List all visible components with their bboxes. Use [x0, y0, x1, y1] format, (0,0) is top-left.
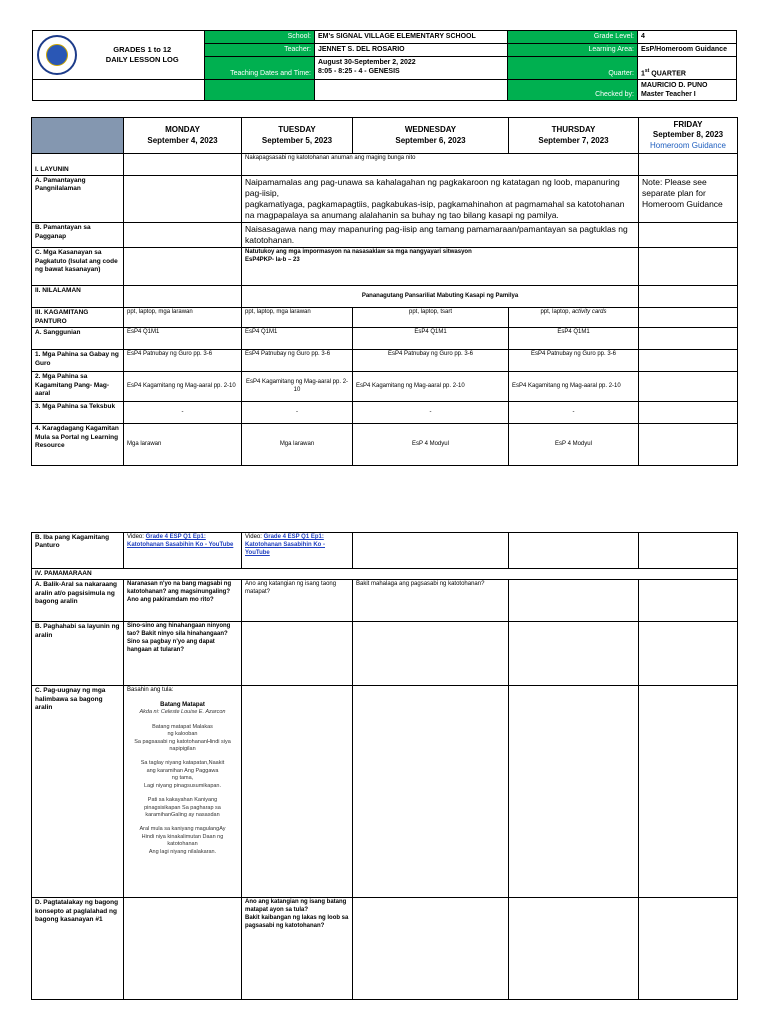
- gabay-monday: EsP4 Patnubay ng Guro pp. 3-6: [124, 350, 242, 372]
- teacher-label: Teacher:: [205, 43, 315, 56]
- row-label-paghahabi: B. Paghahabi sa layunin ng aralin: [32, 622, 124, 686]
- cell-empty: [639, 328, 738, 350]
- video-tuesday: [242, 533, 353, 569]
- log-title-line2: DAILY LESSON LOG: [105, 55, 179, 64]
- cell-empty: [124, 176, 242, 223]
- teksbuk-wednesday: -: [353, 402, 509, 424]
- pamantayan-pagganap-text: Naisasagawa nang may mapanuring pag-iisip ang tamang pamamaraan/pamantayan sa pagtuklas ng katotohanan.: [242, 223, 639, 248]
- sanggunian-tuesday: EsP4 Q1M1: [242, 328, 353, 350]
- kag-mag-aaral-tuesday: EsP4 Kagamitang ng Mag-aaral pp. 2-10: [242, 372, 353, 402]
- day-date: September 6, 2023: [395, 135, 466, 145]
- row-label-kagamitang-mag-aaral: 2. Mga Pahina sa Kagamitang Pang- Mag-aaral: [32, 372, 124, 402]
- gabay-tuesday: EsP4 Patnubay ng Guro pp. 3-6: [242, 350, 353, 372]
- cell-empty: [639, 372, 738, 402]
- poem-block: [127, 701, 238, 856]
- quarter-label: Quarter:: [508, 56, 638, 79]
- header-table: [32, 30, 737, 101]
- paghahabi-monday: Sino-sino ang hinahangaan ninyong tao? Bakit ninyo sila hinahangaan? Sino sa pagbay n'yo ang dapat hangaan at tularan?: [124, 622, 242, 686]
- cell-empty: [242, 686, 353, 898]
- grade-level-value: 4: [638, 31, 737, 44]
- day-date: September 8, 2023: [652, 130, 724, 140]
- day-date: September 7, 2023: [538, 135, 609, 145]
- day-name: MONDAY: [165, 125, 200, 135]
- day-header-monday: [124, 118, 242, 154]
- school-value: EM's SIGNAL VILLAGE ELEMENTARY SCHOOL: [315, 31, 508, 44]
- portal-monday: Mga larawan: [124, 424, 242, 466]
- nilalaman-text: Pananagutang Pansariliat Mabuting Kasapi ng Pamilya: [242, 286, 639, 308]
- header-corner: [32, 118, 124, 154]
- poem-intro: Basahin ang tula:: [127, 687, 174, 694]
- log-title-line1: GRADES 1 to 12: [113, 45, 172, 55]
- day-header-friday: [639, 118, 738, 154]
- cell-empty: [639, 248, 738, 286]
- row-label-balik-aral: A. Balik-Aral sa nakaraang aralin at/o pagsisimula ng bagong aralin: [32, 580, 124, 622]
- grade-level-label: Grade Level:: [508, 31, 638, 44]
- quarter-text: QUARTER: [649, 69, 686, 77]
- row-label-pamantayang-pangnilalaman: A. Pamantayang Pangnilalaman: [32, 176, 124, 223]
- log-title: [81, 31, 205, 80]
- row-label-teksbuk: 3. Mga Pahina sa Teksbuk: [32, 402, 124, 424]
- balik-aral-wednesday: Bakit mahalaga ang pagsasabi ng katotohanan?: [353, 580, 509, 622]
- kagamitang-wednesday: ppt, laptop, tsart: [353, 308, 509, 328]
- day-date: September 4, 2023: [147, 135, 218, 145]
- poem-title: Batang Matapat: [160, 702, 205, 709]
- video-prefix: Video:: [245, 534, 264, 540]
- cell-empty: [509, 622, 639, 686]
- day-header-tuesday: [242, 118, 353, 154]
- pamantayang-pangnilalaman-text: Naipamamalas ang pag-unawa sa kahalagahan ng pagkakaroon ng katatagan ng loob, mapanuring pag-iisip, pagkamatiyaga, pagkamapagtiis, pagkabukas-isip, pagkamahinahon at pagmamahal sa katotohanan na magpapalaya sa anumang alalahanin sa buhay ng tao bilang kasapi ng pamilya.: [242, 176, 639, 223]
- day-header-wednesday: [353, 118, 509, 154]
- kag-mag-aaral-wednesday: EsP4 Kagamitang ng Mag-aaral pp. 2-10: [353, 372, 509, 402]
- cell-empty: [639, 622, 738, 686]
- cell-empty: [639, 402, 738, 424]
- balik-aral-tuesday: Ano ang katangian ng isang taong matapat?: [242, 580, 353, 622]
- layunin-text: Nakapagsasabi ng katotohanan anuman ang maging bunga nito: [242, 154, 639, 176]
- video-link-tuesday[interactable]: Grade 4 ESP Q1 Ep1: Katotohanan Sasabihin Ko - YouTube: [245, 534, 326, 556]
- row-label-nilalaman: II. NILALAMAN: [32, 286, 124, 308]
- poem-stanza-3: Pati sa kakayahan Kaniyang pinagsisikapan Sa pagharap sa karamihanGaling ay nasasdan: [144, 797, 221, 818]
- quarter-suffix: st: [644, 67, 650, 74]
- poem-stanza-2: Sa taglay niyang katapatan,Naakit ang karamihan Ang Paggawa ng tama, Lagi niyang pinagsusumikapan.: [140, 760, 225, 789]
- cell-empty: [353, 686, 509, 898]
- cell-empty: [509, 533, 639, 569]
- cell-empty: [353, 533, 509, 569]
- gabay-thursday: EsP4 Patnubay ng Guro pp. 3-6: [509, 350, 639, 372]
- cell-empty: [124, 223, 242, 248]
- row-label-pamamaraan: IV. PAMAMARAAN: [32, 569, 738, 580]
- deped-seal-icon: [37, 35, 77, 75]
- row-label-sanggunian: A. Sanggunian: [32, 328, 124, 350]
- checked-by-label: Checked by:: [508, 80, 638, 101]
- cell-empty: [509, 580, 639, 622]
- cell-empty: [639, 898, 738, 1000]
- school-label: School:: [205, 31, 315, 44]
- portal-tuesday: Mga larawan: [242, 424, 353, 466]
- cell-empty: [639, 424, 738, 466]
- row-label-iba-pang-kagamitan: B. Iba pang Kagamitang Panturo: [32, 533, 124, 569]
- poem-stanza-1: Batang matapat Malakas ng kalooban Sa pagsasabi ng katotohananHindi siya napipigilan: [134, 723, 231, 753]
- teaching-dates-line2: 8:05 - 8:25 - 4 - GENESIS: [318, 67, 400, 75]
- day-date: September 5, 2023: [261, 135, 333, 145]
- cell-empty: [639, 533, 738, 569]
- balik-aral-monday: Naranasan n'yo na bang magsabi ng katotohanan? ang magsinungaling? Ano ang pakiramdam mo rito?: [124, 580, 242, 622]
- quarter-value: [638, 56, 737, 79]
- teksbuk-tuesday: -: [242, 402, 353, 424]
- learning-area-label: Learning Area:: [508, 43, 638, 56]
- cell-empty: [639, 154, 738, 176]
- kasanayan-text: [242, 248, 639, 286]
- pag-uugnay-monday: [124, 686, 242, 898]
- homeroom-note: Note: Please see separate plan for Homeroom Guidance: [639, 176, 738, 223]
- cell-empty: [639, 350, 738, 372]
- day-header-thursday: [509, 118, 639, 154]
- gabay-wednesday: EsP4 Patnubay ng Guro pp. 3-6: [353, 350, 509, 372]
- learning-area-value: EsP/Homeroom Guidance: [638, 43, 737, 56]
- teaching-dates-label: Teaching Dates and Time:: [205, 56, 315, 79]
- checked-by-value: [638, 80, 737, 101]
- homeroom-guidance-label: Homeroom Guidance: [649, 140, 727, 150]
- blank-cell: [33, 80, 205, 101]
- poem-stanza-4: Aral mula sa kaniyang magulangAy Hindi niya kinakalimutan Daan ng katotohanan Ang lagi niyang nilalakaran.: [139, 826, 226, 855]
- kagamitang-thursday-text: ppt, laptop,: [540, 309, 572, 316]
- deped-seal-cell: [33, 31, 81, 80]
- day-name: WEDNESDAY: [404, 125, 457, 135]
- kagamitang-thursday: [509, 308, 639, 328]
- day-name: TUESDAY: [278, 125, 316, 135]
- row-label-portal: 4. Karagdagang Kagamitan Mula sa Portal ng Learning Resource: [32, 424, 124, 466]
- row-label-kasanayan: C. Mga Kasanayan sa Pagkatuto (Isulat ang code ng bawat kasanayan): [32, 248, 124, 286]
- kag-mag-aaral-thursday: EsP4 Kagamitang ng Mag-aaral pp. 2-10: [509, 372, 639, 402]
- cell-empty: [639, 686, 738, 898]
- portal-wednesday: EsP 4 Modyul: [353, 424, 509, 466]
- row-label-kagamitang-panturo: III. KAGAMITANG PANTURO: [32, 308, 124, 328]
- cell-empty: [124, 248, 242, 286]
- pagtatalakay-tuesday: Ano ang katangian ng isang batang matapat ayon sa tula? Bakit kaibangan ng lakas ng loob sa pagsasabi ng katotohanan?: [242, 898, 353, 1000]
- kag-mag-aaral-monday: EsP4 Kagamitang ng Mag-aaral pp. 2-10: [124, 372, 242, 402]
- row-label-pagtatalakay: D. Pagtatalakay ng bagong konsepto at paglalahad ng bagong kasanayan #1: [32, 898, 124, 1000]
- cell-empty: [242, 622, 353, 686]
- video-prefix: Video:: [127, 534, 146, 540]
- row-label-layunin: I. LAYUNIN: [32, 154, 124, 176]
- video-monday: [124, 533, 242, 569]
- day-name: THURSDAY: [551, 125, 596, 135]
- cell-empty: [124, 898, 242, 1000]
- cell-empty: [353, 622, 509, 686]
- poem-author: Akda ni: Celeste Louise E. Azarcon: [139, 709, 226, 716]
- blank-green-cell: [205, 80, 315, 101]
- quarter-number: 1: [641, 69, 645, 77]
- teaching-dates-line1: August 30-September 2, 2022: [318, 58, 416, 66]
- cell-empty: [639, 580, 738, 622]
- cell-empty: [639, 286, 738, 308]
- video-link-monday[interactable]: Grade 4 ESP Q1 Ep1: Katotohanan Sasabihin Ko - YouTube: [127, 534, 234, 548]
- checked-by-title: Master Teacher I: [641, 91, 696, 99]
- kagamitang-tuesday: ppt, laptop, mga larawan: [242, 308, 353, 328]
- row-label-pag-uugnay: C. Pag-uugnay ng mga halimbawa sa bagong aralin: [32, 686, 124, 898]
- cell-empty: [124, 154, 242, 176]
- sanggunian-thursday: EsP4 Q1M1: [509, 328, 639, 350]
- teacher-value: JENNET S. DEL ROSARIO: [315, 43, 508, 56]
- portal-thursday: EsP 4 Modyul: [509, 424, 639, 466]
- kagamitang-monday: ppt, laptop, mga larawan: [124, 308, 242, 328]
- lesson-table-1: [31, 117, 738, 466]
- teksbuk-monday: -: [124, 402, 242, 424]
- kasanayan-description: Natutukoy ang mga impormasyon na nasasaklaw sa mga nangyayari sitwasyon: [245, 249, 472, 256]
- row-label-gabay-guro: 1. Mga Pahina sa Gabay ng Guro: [32, 350, 124, 372]
- teksbuk-thursday: -: [509, 402, 639, 424]
- blank-cell: [315, 80, 508, 101]
- teaching-dates-value: [315, 56, 508, 79]
- cell-empty: [353, 898, 509, 1000]
- row-label-pamantayan-pagganap: B. Pamantayan sa Pagganap: [32, 223, 124, 248]
- cell-empty: [124, 286, 242, 308]
- sanggunian-wednesday: EsP4 Q1M1: [353, 328, 509, 350]
- day-name: FRIDAY: [673, 119, 703, 129]
- cell-empty: [639, 223, 738, 248]
- cell-empty: [509, 686, 639, 898]
- lesson-table-2: [31, 532, 738, 1000]
- cell-empty: [509, 898, 639, 1000]
- kasanayan-code: EsP4PKP- Ia-b – 23: [245, 257, 300, 264]
- checked-by-name: MAURICIO D. PUNO: [641, 82, 708, 89]
- cell-empty: [639, 308, 738, 328]
- sanggunian-monday: EsP4 Q1M1: [124, 328, 242, 350]
- kagamitang-thursday-italic: activity cards: [571, 309, 607, 316]
